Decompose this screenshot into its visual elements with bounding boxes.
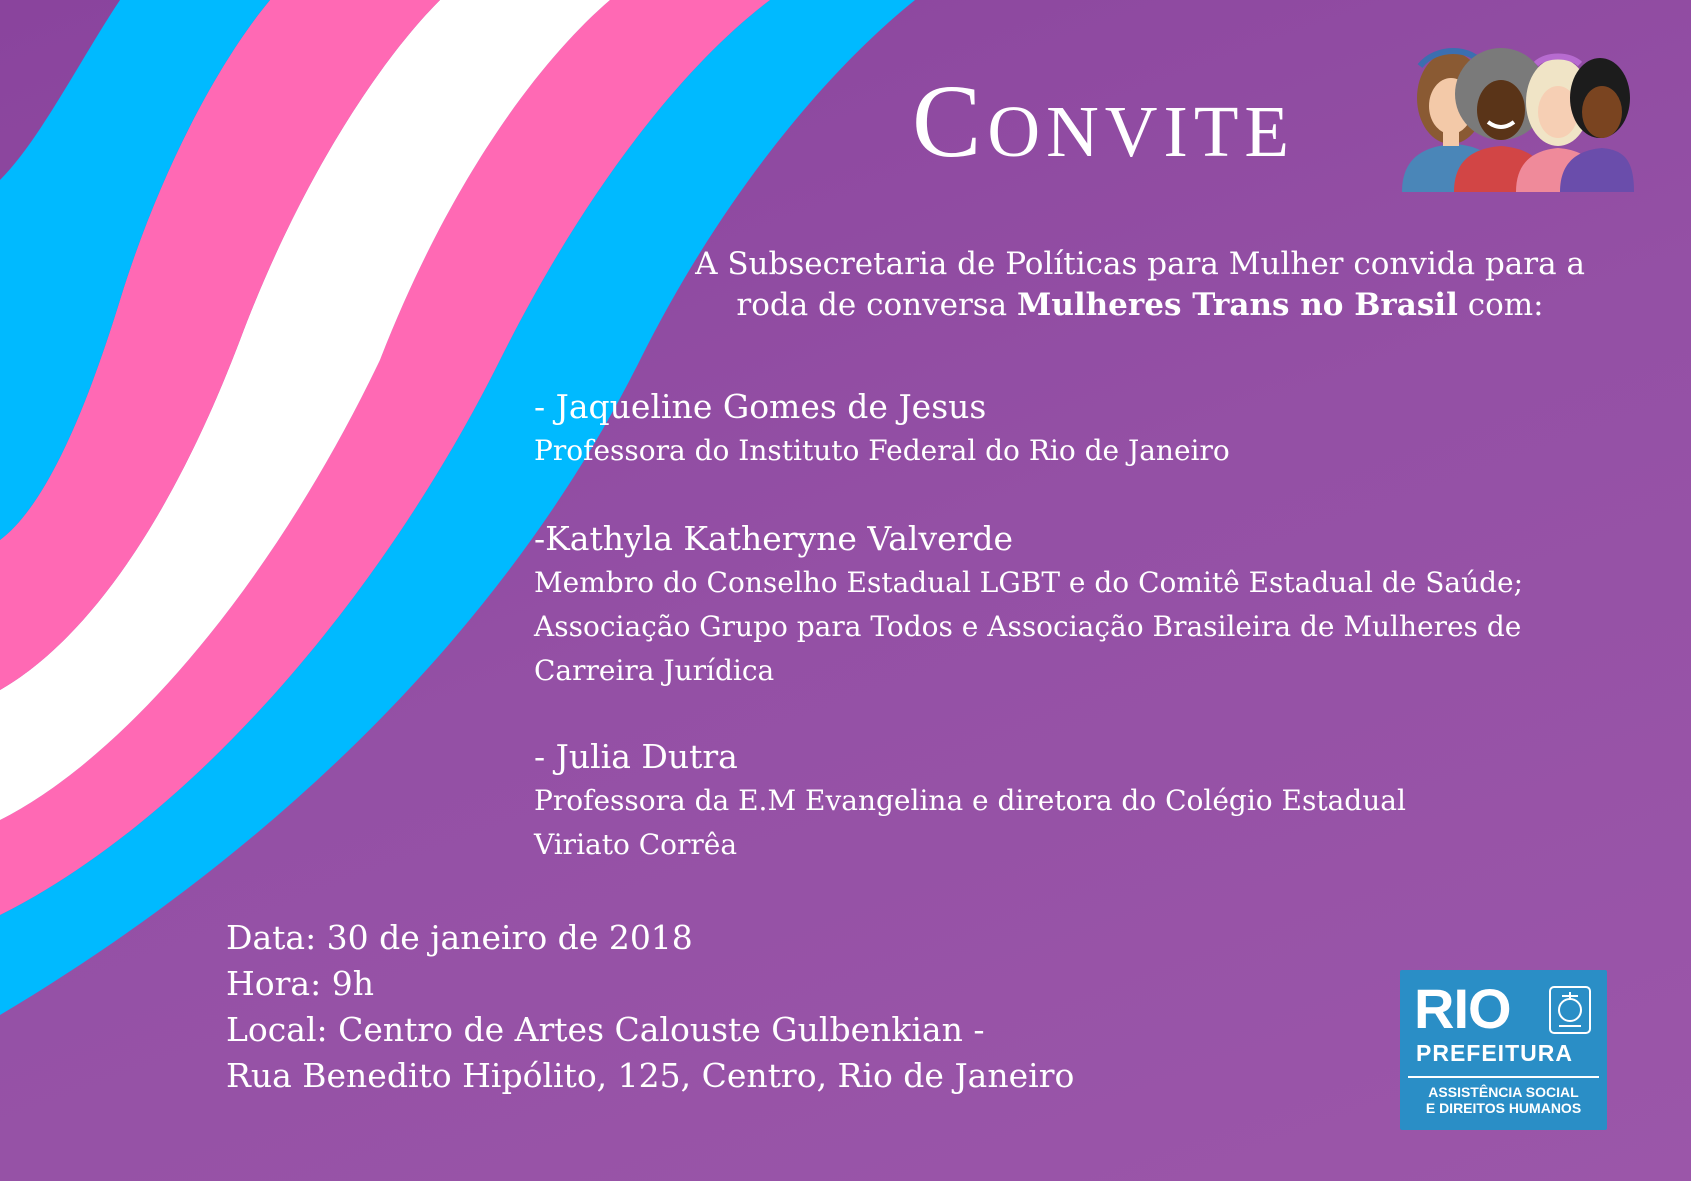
logo-prefeitura: PREFEITURA: [1416, 1040, 1573, 1066]
invitation-intro: [620, 244, 1660, 326]
event-details: [226, 915, 1074, 1099]
intro-line-1: A Subsecretaria de Políticas para Mulher convida para a: [695, 246, 1585, 282]
crest-icon: [1547, 984, 1593, 1036]
event-date: Data: 30 de janeiro de 2018: [226, 918, 693, 957]
rio-prefeitura-logo: [1400, 970, 1607, 1130]
speaker-description: Carreira Jurídica: [534, 654, 775, 687]
speaker-3: [534, 735, 1406, 867]
speaker-description: Associação Grupo para Todos e Associação Brasileira de Mulheres de: [534, 610, 1522, 643]
logo-divider: [1408, 1076, 1599, 1078]
event-name: Mulheres Trans no Brasil: [1017, 287, 1458, 323]
women-illustration: [1396, 36, 1636, 192]
intro-line-2-suffix: com:: [1457, 287, 1544, 323]
logo-secretariat: [1408, 1084, 1599, 1116]
speaker-name: - Jaqueline Gomes de Jesus: [534, 387, 987, 426]
speaker-2: [534, 517, 1523, 693]
speaker-description: Viriato Corrêa: [534, 828, 738, 861]
event-time: Hora: 9h: [226, 964, 374, 1003]
logo-secretariat-line-2: E DIREITOS HUMANOS: [1425, 1100, 1582, 1116]
speaker-1: [534, 385, 1230, 473]
speaker-description: Professora da E.M Evangelina e diretora do Colégio Estadual: [534, 784, 1406, 817]
intro-line-2-prefix: roda de conversa: [736, 287, 1018, 323]
speaker-description: Membro do Conselho Estadual LGBT e do Comitê Estadual de Saúde;: [534, 566, 1524, 599]
logo-secretariat-line-1: ASSISTÊNCIA SOCIAL: [1428, 1084, 1579, 1100]
speaker-description: Professora do Instituto Federal do Rio de Janeiro: [534, 434, 1230, 467]
speaker-name: -Kathyla Katheryne Valverde: [534, 519, 1014, 558]
event-place: Local: Centro de Artes Calouste Gulbenkian -: [226, 1010, 985, 1049]
event-address: Rua Benedito Hipólito, 125, Centro, Rio de Janeiro: [226, 1056, 1075, 1095]
page-title: Convite: [912, 64, 1296, 179]
logo-rio: RIO: [1414, 977, 1511, 1040]
speaker-name: - Julia Dutra: [534, 737, 738, 776]
